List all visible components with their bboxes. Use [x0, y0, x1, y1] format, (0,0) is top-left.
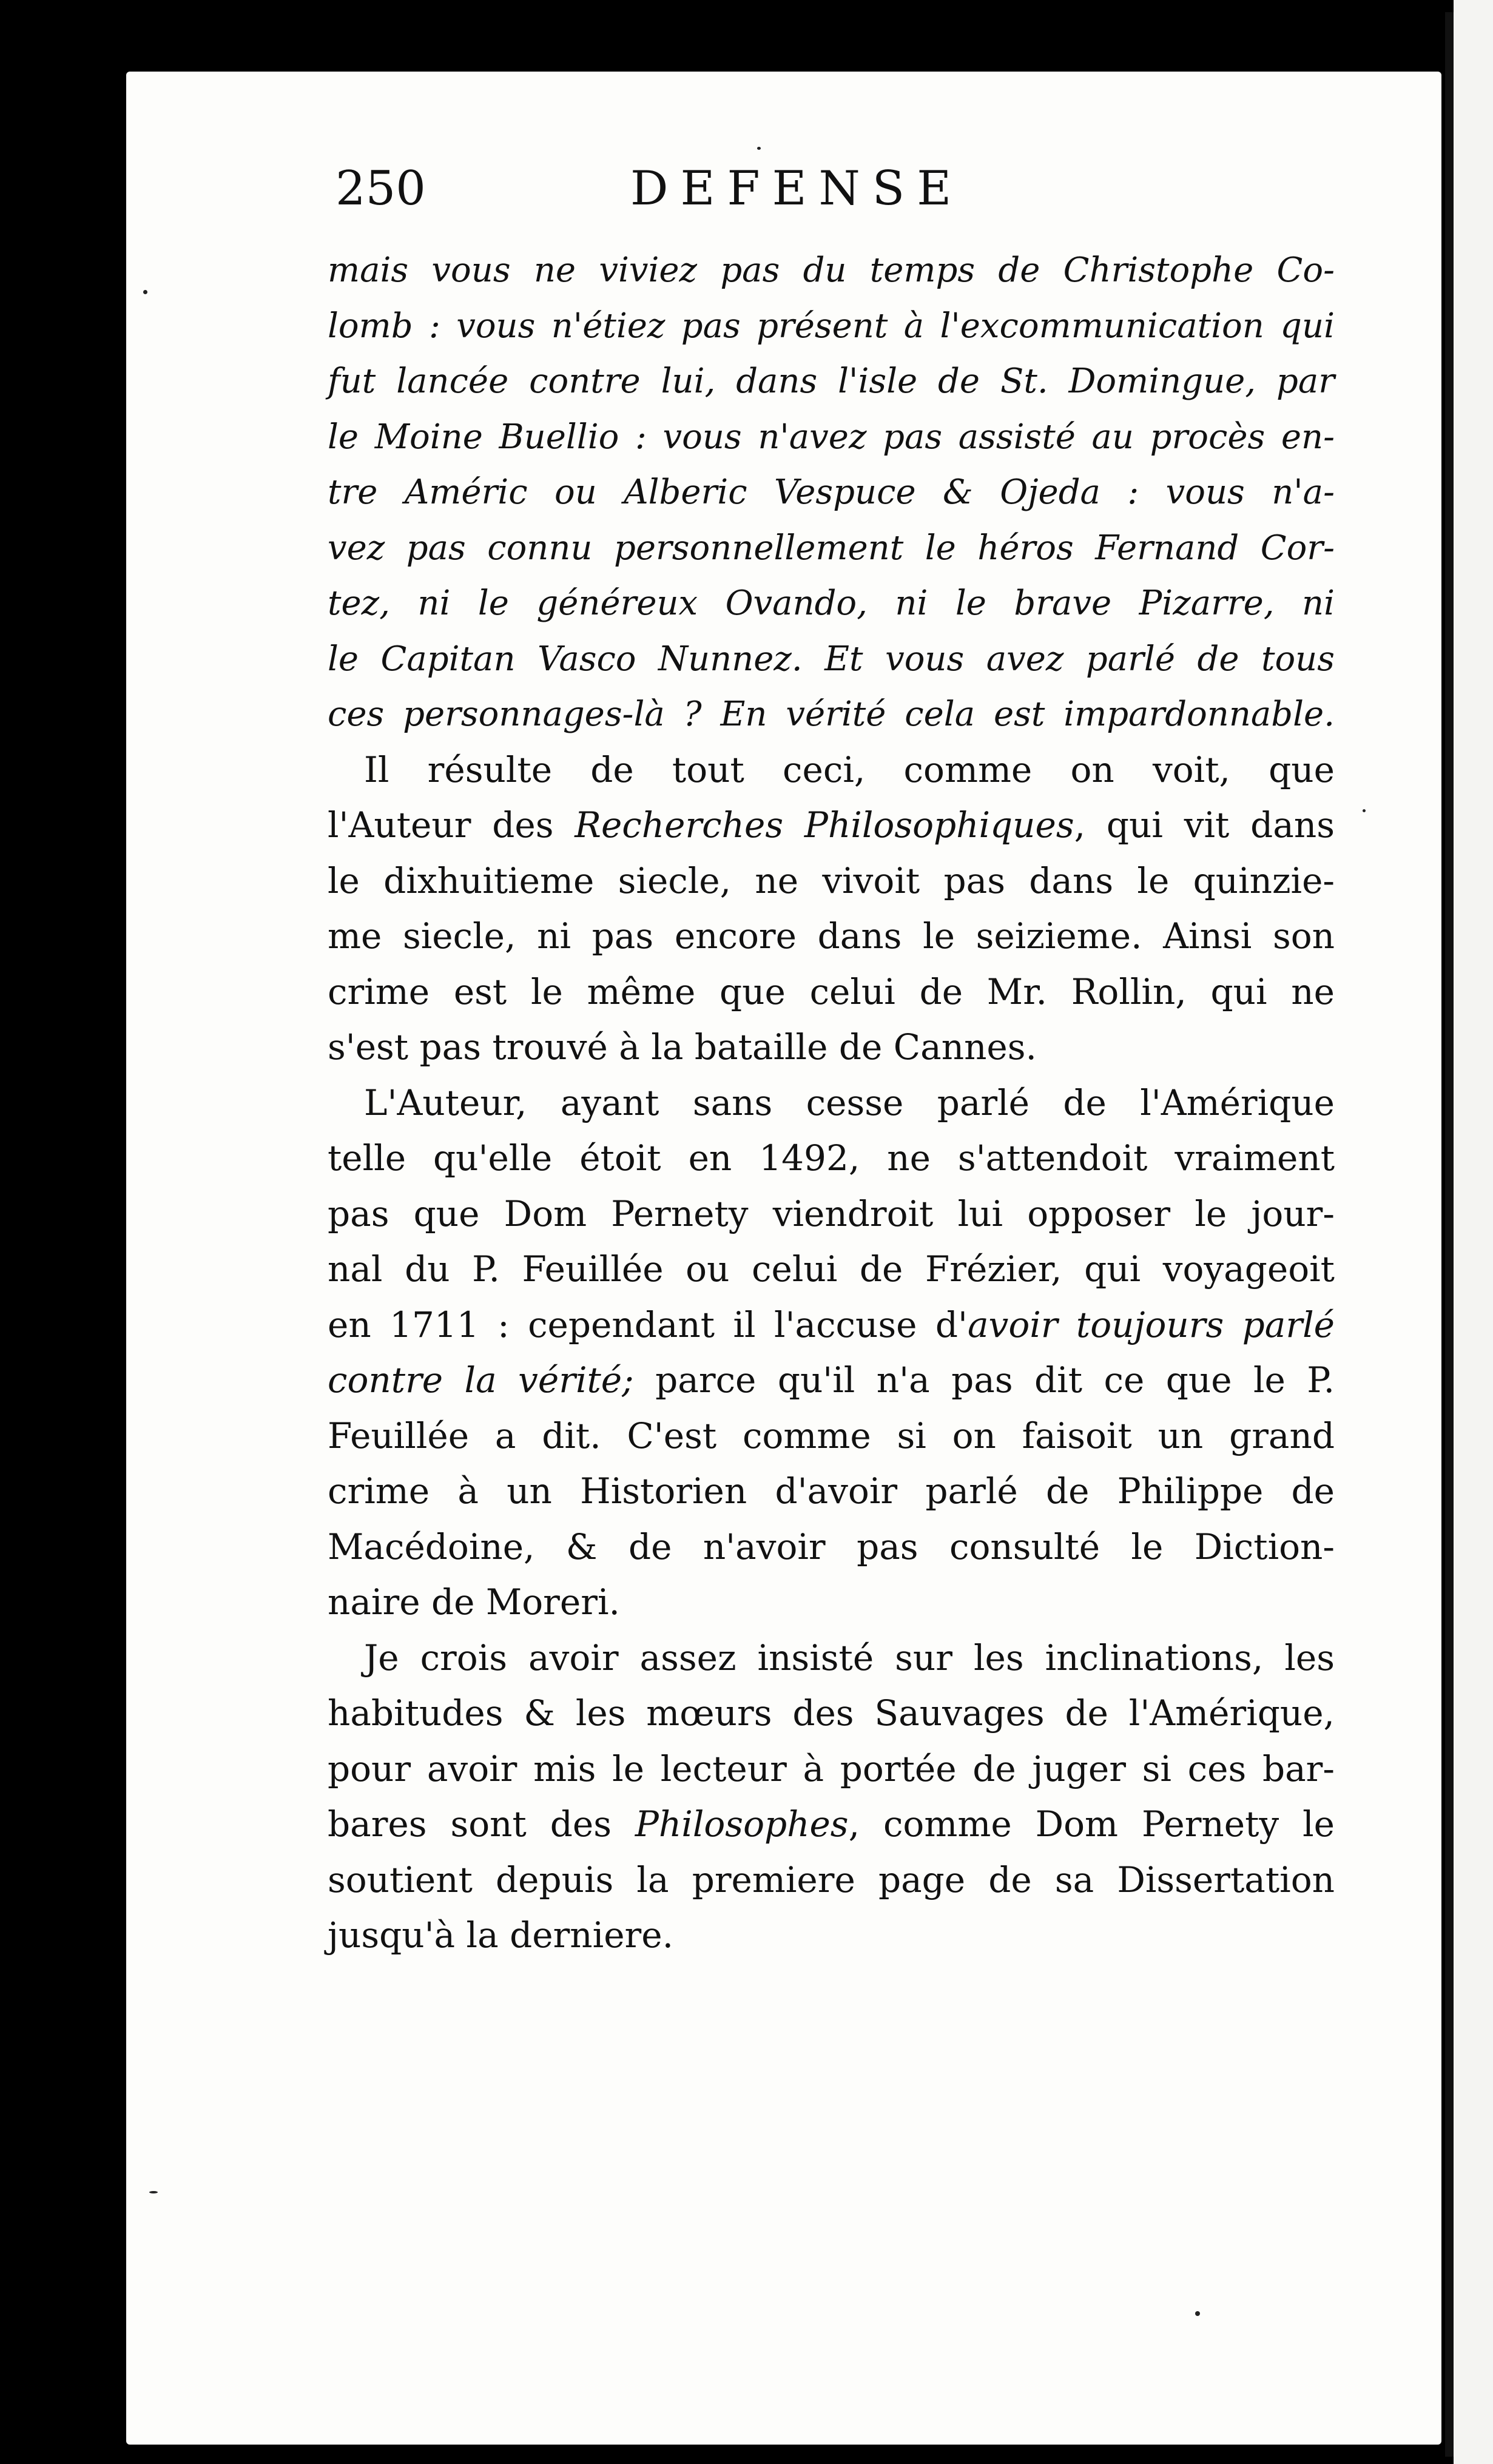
paragraph-2-line: telle qu'elle étoit en 1492, ne s'attendoit vraiment — [328, 1137, 1335, 1179]
page-number: 250 — [335, 161, 426, 216]
italic-line: tez, ni le généreux Ovando, ni le brave Pizarre, ni — [328, 584, 1335, 623]
italic-line: mais vous ne viviez pas du temps de Christophe Co- — [328, 251, 1335, 290]
paragraph-2-line: naire de Moreri. — [328, 1581, 620, 1623]
book-title: Recherches Philosophiques — [575, 804, 1074, 846]
text-run: en 1711 : cependant il l'accuse d' — [328, 1304, 968, 1345]
italic-line: vez pas connu personnellement le héros Fernand Cor- — [328, 528, 1335, 568]
paragraph-3-line: soutient depuis la premiere page de sa Dissertation — [328, 1859, 1335, 1900]
paragraph-1-line: le dixhuitieme siecle, ne vivoit pas dans le quinzie- — [328, 860, 1335, 901]
paragraph-2-line: Macédoine, & de n'avoir pas consulté le Diction- — [328, 1526, 1335, 1567]
scan-speck — [1195, 2311, 1200, 2316]
paragraph-3-line: Je crois avoir assez insisté sur les inclinations, les — [364, 1637, 1335, 1678]
paragraph-2-line: crime à un Historien d'avoir parlé de Philippe de — [328, 1470, 1335, 1512]
text-run: l'Auteur des — [328, 804, 575, 846]
italic-line: le Moine Buellio : vous n'avez pas assisté au procès en- — [328, 417, 1335, 457]
paragraph-3-line: pour avoir mis le lecteur à portée de juger si ces bar- — [328, 1748, 1335, 1789]
text-run: , comme Dom Pernety le — [848, 1803, 1335, 1845]
paragraph-1-line: s'est pas trouvé à la bataille de Cannes. — [328, 1026, 1037, 1068]
page-header — [335, 155, 1367, 222]
paragraph-1-line: Il résulte de tout ceci, comme on voit, que — [364, 749, 1335, 790]
paragraph-2-line — [328, 1298, 1335, 1353]
quoted-phrase: contre la vérité; — [328, 1359, 634, 1401]
italic-line: le Capitan Vasco Nunnez. Et vous avez parlé de tous — [328, 639, 1335, 679]
paragraph-2-line: L'Auteur, ayant sans cesse parlé de l'Amérique — [364, 1082, 1335, 1123]
scan-speck — [143, 290, 147, 294]
running-head: DEFENSE — [630, 161, 964, 216]
paragraph-1-line: me siecle, ni pas encore dans le seizieme. Ainsi son — [328, 915, 1335, 957]
emphasized-word: Philosophes — [635, 1803, 849, 1845]
paragraph-1-line: crime est le même que celui de Mr. Rollin, qui ne — [328, 971, 1335, 1012]
text-run: bares sont des — [328, 1803, 635, 1845]
scan-speck — [757, 147, 761, 150]
italic-line: fut lancée contre lui, dans l'isle de St. Domingue, par — [328, 362, 1335, 401]
scan-speck — [1363, 809, 1366, 812]
text-run: , qui vit dans — [1074, 804, 1335, 846]
paragraph-3-line: jusqu'à la derniere. — [328, 1914, 674, 1956]
italic-line: lomb : vous n'étiez pas présent à l'excommunication qui — [328, 306, 1335, 346]
paragraph-3-line: habitudes & les mœurs des Sauvages de l'Amérique, — [328, 1692, 1335, 1734]
paragraph-2-line — [328, 1353, 1335, 1409]
body-text — [328, 243, 1335, 1964]
scan-speck — [149, 2191, 158, 2193]
paragraph-3-line — [328, 1797, 1335, 1853]
italic-line: ces personnages-là ? En vérité cela est impardonnable. — [328, 695, 1335, 734]
paragraph-2-line: pas que Dom Pernety viendroit lui opposer le jour- — [328, 1193, 1335, 1234]
text-run: parce qu'il n'a pas dit ce que le P. — [633, 1359, 1335, 1401]
paragraph-2-line: nal du P. Feuillée ou celui de Frézier, qui voyageoit — [328, 1248, 1335, 1290]
adjacent-page-edge — [1454, 0, 1493, 2464]
paragraph-1-line — [328, 798, 1335, 853]
binding-gutter — [1445, 12, 1454, 2457]
quoted-phrase: avoir toujours parlé — [967, 1304, 1335, 1345]
paragraph-2-line: Feuillée a dit. C'est comme si on faisoit un grand — [328, 1415, 1335, 1456]
italic-line: tre Améric ou Alberic Vespuce & Ojeda : vous n'a- — [328, 473, 1335, 512]
